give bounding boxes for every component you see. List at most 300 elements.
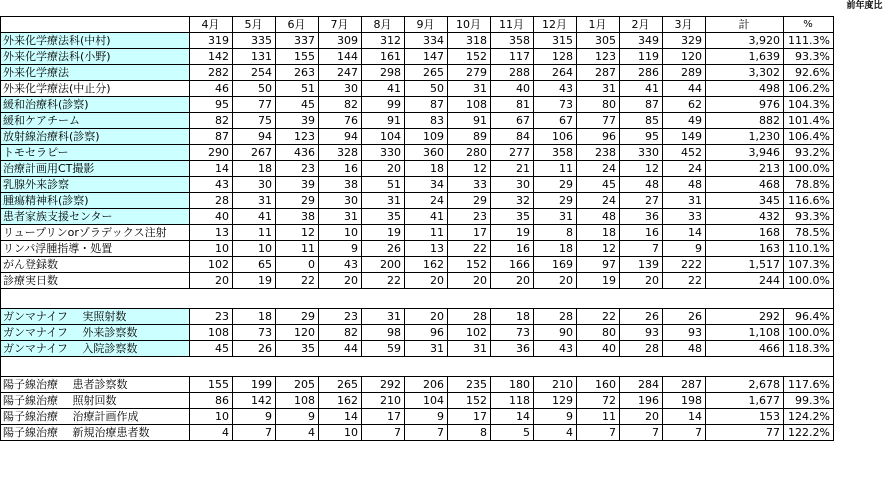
row-label-cell: 陽子線治療 治療計画作成 bbox=[1, 409, 190, 425]
value-cell: 23 bbox=[276, 161, 319, 177]
value-cell: 45 bbox=[577, 177, 620, 193]
value-cell: 280 bbox=[448, 145, 491, 161]
table-row bbox=[1, 325, 834, 341]
pct-cell: 110.1% bbox=[784, 241, 834, 257]
spacer-cell bbox=[663, 289, 706, 309]
value-cell: 99 bbox=[362, 97, 405, 113]
table-row bbox=[1, 97, 834, 113]
table-row bbox=[1, 193, 834, 209]
value-cell: 267 bbox=[233, 145, 276, 161]
table-row bbox=[1, 33, 834, 49]
value-cell: 22 bbox=[448, 241, 491, 257]
value-cell: 21 bbox=[491, 161, 534, 177]
value-cell: 298 bbox=[362, 65, 405, 81]
spacer-cell bbox=[190, 357, 233, 377]
spacer-cell bbox=[491, 357, 534, 377]
value-cell: 51 bbox=[276, 81, 319, 97]
value-cell: 169 bbox=[534, 257, 577, 273]
pct-cell: 104.3% bbox=[784, 97, 834, 113]
value-cell: 91 bbox=[362, 113, 405, 129]
spacer-cell bbox=[534, 357, 577, 377]
value-cell: 30 bbox=[233, 177, 276, 193]
row-label-cell: ガンマナイフ 実照射数 bbox=[1, 309, 190, 325]
value-cell: 14 bbox=[491, 409, 534, 425]
value-cell: 4 bbox=[190, 425, 233, 441]
value-cell: 254 bbox=[233, 65, 276, 81]
spacer-cell bbox=[233, 357, 276, 377]
value-cell: 38 bbox=[276, 209, 319, 225]
value-cell: 7 bbox=[577, 425, 620, 441]
value-cell: 315 bbox=[534, 33, 577, 49]
value-cell: 62 bbox=[663, 97, 706, 113]
spacer-cell bbox=[577, 357, 620, 377]
value-cell: 279 bbox=[448, 65, 491, 81]
value-cell: 33 bbox=[448, 177, 491, 193]
value-cell: 166 bbox=[491, 257, 534, 273]
value-cell: 7 bbox=[362, 425, 405, 441]
value-cell: 24 bbox=[663, 161, 706, 177]
row-label-cell: リュープリンorゾラデックス注射 bbox=[1, 225, 190, 241]
header-month-cell: 6月 bbox=[276, 17, 319, 33]
value-cell: 46 bbox=[190, 81, 233, 97]
row-label-cell: 腫瘍精神科(診察) bbox=[1, 193, 190, 209]
table-row bbox=[1, 209, 834, 225]
total-cell: 498 bbox=[706, 81, 784, 97]
value-cell: 9 bbox=[534, 409, 577, 425]
header-month-cell: 11月 bbox=[491, 17, 534, 33]
spacer-cell bbox=[405, 357, 448, 377]
value-cell: 328 bbox=[319, 145, 362, 161]
value-cell: 9 bbox=[276, 409, 319, 425]
value-cell: 85 bbox=[620, 113, 663, 129]
value-cell: 9 bbox=[663, 241, 706, 257]
row-label-cell: 外来化学療法 bbox=[1, 65, 190, 81]
value-cell: 23 bbox=[448, 209, 491, 225]
pct-cell: 106.2% bbox=[784, 81, 834, 97]
value-cell: 87 bbox=[190, 129, 233, 145]
header-month-cell: 2月 bbox=[620, 17, 663, 33]
value-cell: 7 bbox=[663, 425, 706, 441]
value-cell: 43 bbox=[534, 341, 577, 357]
total-cell: 466 bbox=[706, 341, 784, 357]
header-month-cell: 12月 bbox=[534, 17, 577, 33]
value-cell: 152 bbox=[448, 393, 491, 409]
value-cell: 10 bbox=[319, 225, 362, 241]
value-cell: 318 bbox=[448, 33, 491, 49]
row-label-cell: 緩和ケアチーム bbox=[1, 113, 190, 129]
value-cell: 11 bbox=[405, 225, 448, 241]
value-cell: 30 bbox=[491, 177, 534, 193]
value-cell: 34 bbox=[405, 177, 448, 193]
spacer-cell bbox=[620, 357, 663, 377]
value-cell: 19 bbox=[491, 225, 534, 241]
value-cell: 80 bbox=[577, 97, 620, 113]
value-cell: 77 bbox=[233, 97, 276, 113]
value-cell: 139 bbox=[620, 257, 663, 273]
value-cell: 93 bbox=[663, 325, 706, 341]
value-cell: 18 bbox=[534, 241, 577, 257]
value-cell: 41 bbox=[233, 209, 276, 225]
value-cell: 95 bbox=[190, 97, 233, 113]
value-cell: 94 bbox=[233, 129, 276, 145]
total-cell: 3,946 bbox=[706, 145, 784, 161]
row-label-cell: リンパ浮腫指導・処置 bbox=[1, 241, 190, 257]
value-cell: 117 bbox=[491, 49, 534, 65]
value-cell: 20 bbox=[405, 309, 448, 325]
value-cell: 28 bbox=[534, 309, 577, 325]
header-total-cell: 計 bbox=[706, 17, 784, 33]
value-cell: 43 bbox=[534, 81, 577, 97]
value-cell: 265 bbox=[319, 377, 362, 393]
spacer-cell bbox=[534, 289, 577, 309]
value-cell: 35 bbox=[276, 341, 319, 357]
value-cell: 76 bbox=[319, 113, 362, 129]
value-cell: 128 bbox=[534, 49, 577, 65]
value-cell: 152 bbox=[448, 257, 491, 273]
header-month-cell: 5月 bbox=[233, 17, 276, 33]
row-label-cell: 乳腺外来診察 bbox=[1, 177, 190, 193]
value-cell: 31 bbox=[319, 209, 362, 225]
value-cell: 108 bbox=[448, 97, 491, 113]
value-cell: 106 bbox=[534, 129, 577, 145]
value-cell: 292 bbox=[362, 377, 405, 393]
value-cell: 26 bbox=[233, 341, 276, 357]
row-label-cell: 外来化学療法科(中村) bbox=[1, 33, 190, 49]
spacer-cell bbox=[784, 289, 834, 309]
spacer-row bbox=[1, 357, 834, 377]
header-month-cell: 1月 bbox=[577, 17, 620, 33]
value-cell: 94 bbox=[319, 129, 362, 145]
value-cell: 12 bbox=[448, 161, 491, 177]
value-cell: 82 bbox=[319, 97, 362, 113]
value-cell: 312 bbox=[362, 33, 405, 49]
value-cell: 200 bbox=[362, 257, 405, 273]
value-cell: 13 bbox=[190, 225, 233, 241]
total-cell: 345 bbox=[706, 193, 784, 209]
total-cell: 213 bbox=[706, 161, 784, 177]
pct-cell: 99.3% bbox=[784, 393, 834, 409]
value-cell: 36 bbox=[491, 341, 534, 357]
total-cell: 3,920 bbox=[706, 33, 784, 49]
value-cell: 109 bbox=[405, 129, 448, 145]
spacer-cell bbox=[362, 289, 405, 309]
value-cell: 102 bbox=[448, 325, 491, 341]
value-cell: 82 bbox=[319, 325, 362, 341]
value-cell: 67 bbox=[491, 113, 534, 129]
value-cell: 4 bbox=[534, 425, 577, 441]
pct-cell: 117.6% bbox=[784, 377, 834, 393]
value-cell: 86 bbox=[190, 393, 233, 409]
value-cell: 337 bbox=[276, 33, 319, 49]
value-cell: 247 bbox=[319, 65, 362, 81]
total-cell: 1,639 bbox=[706, 49, 784, 65]
value-cell: 28 bbox=[620, 341, 663, 357]
value-cell: 73 bbox=[534, 97, 577, 113]
total-cell: 432 bbox=[706, 209, 784, 225]
value-cell: 18 bbox=[405, 161, 448, 177]
value-cell: 29 bbox=[534, 177, 577, 193]
value-cell: 18 bbox=[491, 309, 534, 325]
total-cell: 168 bbox=[706, 225, 784, 241]
value-cell: 31 bbox=[577, 81, 620, 97]
value-cell: 72 bbox=[577, 393, 620, 409]
value-cell: 104 bbox=[362, 129, 405, 145]
value-cell: 20 bbox=[405, 273, 448, 289]
value-cell: 12 bbox=[276, 225, 319, 241]
value-cell: 20 bbox=[448, 273, 491, 289]
spacer-cell bbox=[1, 357, 190, 377]
table-row bbox=[1, 273, 834, 289]
value-cell: 98 bbox=[362, 325, 405, 341]
pct-cell: 106.4% bbox=[784, 129, 834, 145]
value-cell: 123 bbox=[577, 49, 620, 65]
value-cell: 358 bbox=[491, 33, 534, 49]
total-cell: 1,677 bbox=[706, 393, 784, 409]
value-cell: 43 bbox=[319, 257, 362, 273]
value-cell: 87 bbox=[620, 97, 663, 113]
table-row bbox=[1, 161, 834, 177]
total-cell: 153 bbox=[706, 409, 784, 425]
total-cell: 1,108 bbox=[706, 325, 784, 341]
table-row bbox=[1, 177, 834, 193]
value-cell: 20 bbox=[319, 273, 362, 289]
value-cell: 129 bbox=[534, 393, 577, 409]
table-row bbox=[1, 377, 834, 393]
value-cell: 144 bbox=[319, 49, 362, 65]
value-cell: 9 bbox=[405, 409, 448, 425]
value-cell: 65 bbox=[233, 257, 276, 273]
value-cell: 7 bbox=[620, 425, 663, 441]
value-cell: 75 bbox=[233, 113, 276, 129]
pct-cell: 100.0% bbox=[784, 161, 834, 177]
row-label-cell: 外来化学療法科(小野) bbox=[1, 49, 190, 65]
value-cell: 290 bbox=[190, 145, 233, 161]
value-cell: 205 bbox=[276, 377, 319, 393]
value-cell: 289 bbox=[663, 65, 706, 81]
row-label-cell: トモセラピー bbox=[1, 145, 190, 161]
value-cell: 44 bbox=[319, 341, 362, 357]
value-cell: 9 bbox=[233, 409, 276, 425]
value-cell: 120 bbox=[663, 49, 706, 65]
value-cell: 50 bbox=[405, 81, 448, 97]
value-cell: 19 bbox=[577, 273, 620, 289]
value-cell: 96 bbox=[405, 325, 448, 341]
value-cell: 14 bbox=[319, 409, 362, 425]
value-cell: 284 bbox=[620, 377, 663, 393]
pct-cell: 93.3% bbox=[784, 209, 834, 225]
value-cell: 80 bbox=[577, 325, 620, 341]
value-cell: 49 bbox=[663, 113, 706, 129]
value-cell: 45 bbox=[190, 341, 233, 357]
value-cell: 142 bbox=[190, 49, 233, 65]
value-cell: 20 bbox=[620, 409, 663, 425]
value-cell: 4 bbox=[276, 425, 319, 441]
value-cell: 26 bbox=[663, 309, 706, 325]
value-cell: 162 bbox=[319, 393, 362, 409]
value-cell: 33 bbox=[663, 209, 706, 225]
value-cell: 20 bbox=[620, 273, 663, 289]
value-cell: 210 bbox=[362, 393, 405, 409]
table-row bbox=[1, 225, 834, 241]
value-cell: 36 bbox=[620, 209, 663, 225]
table-row bbox=[1, 341, 834, 357]
value-cell: 18 bbox=[233, 309, 276, 325]
value-cell: 265 bbox=[405, 65, 448, 81]
table-row bbox=[1, 113, 834, 129]
value-cell: 41 bbox=[362, 81, 405, 97]
value-cell: 277 bbox=[491, 145, 534, 161]
pct-cell: 124.2% bbox=[784, 409, 834, 425]
row-label-cell: がん登録数 bbox=[1, 257, 190, 273]
table-row bbox=[1, 81, 834, 97]
value-cell: 10 bbox=[190, 241, 233, 257]
value-cell: 452 bbox=[663, 145, 706, 161]
value-cell: 48 bbox=[663, 177, 706, 193]
value-cell: 10 bbox=[319, 425, 362, 441]
value-cell: 18 bbox=[233, 161, 276, 177]
value-cell: 196 bbox=[620, 393, 663, 409]
value-cell: 20 bbox=[534, 273, 577, 289]
value-cell: 14 bbox=[663, 225, 706, 241]
value-cell: 31 bbox=[534, 209, 577, 225]
pct-cell: 116.6% bbox=[784, 193, 834, 209]
spacer-cell bbox=[1, 289, 190, 309]
value-cell: 162 bbox=[405, 257, 448, 273]
value-cell: 44 bbox=[663, 81, 706, 97]
value-cell: 48 bbox=[577, 209, 620, 225]
value-cell: 334 bbox=[405, 33, 448, 49]
value-cell: 119 bbox=[620, 49, 663, 65]
value-cell: 9 bbox=[319, 241, 362, 257]
value-cell: 50 bbox=[233, 81, 276, 97]
pct-cell: 78.5% bbox=[784, 225, 834, 241]
value-cell: 349 bbox=[620, 33, 663, 49]
value-cell: 305 bbox=[577, 33, 620, 49]
value-cell: 436 bbox=[276, 145, 319, 161]
value-cell: 81 bbox=[491, 97, 534, 113]
spacer-cell bbox=[276, 289, 319, 309]
value-cell: 180 bbox=[491, 377, 534, 393]
spacer-cell bbox=[706, 289, 784, 309]
value-cell: 123 bbox=[276, 129, 319, 145]
spacer-cell bbox=[784, 357, 834, 377]
row-label-cell: 診療実日数 bbox=[1, 273, 190, 289]
value-cell: 198 bbox=[663, 393, 706, 409]
spacer-cell bbox=[405, 289, 448, 309]
value-cell: 20 bbox=[491, 273, 534, 289]
value-cell: 14 bbox=[663, 409, 706, 425]
value-cell: 45 bbox=[276, 97, 319, 113]
value-cell: 238 bbox=[577, 145, 620, 161]
value-cell: 27 bbox=[620, 193, 663, 209]
value-cell: 263 bbox=[276, 65, 319, 81]
value-cell: 10 bbox=[190, 409, 233, 425]
value-cell: 335 bbox=[233, 33, 276, 49]
total-cell: 292 bbox=[706, 309, 784, 325]
spacer-cell bbox=[706, 357, 784, 377]
spacer-cell bbox=[362, 357, 405, 377]
value-cell: 12 bbox=[577, 241, 620, 257]
value-cell: 330 bbox=[362, 145, 405, 161]
value-cell: 7 bbox=[233, 425, 276, 441]
value-cell: 93 bbox=[620, 325, 663, 341]
value-cell: 32 bbox=[491, 193, 534, 209]
value-cell: 90 bbox=[534, 325, 577, 341]
value-cell: 102 bbox=[190, 257, 233, 273]
row-label-cell: 患者家族支援センター bbox=[1, 209, 190, 225]
spacer-cell bbox=[276, 357, 319, 377]
value-cell: 28 bbox=[190, 193, 233, 209]
value-cell: 120 bbox=[276, 325, 319, 341]
spacer-cell bbox=[448, 289, 491, 309]
value-cell: 41 bbox=[620, 81, 663, 97]
value-cell: 11 bbox=[534, 161, 577, 177]
value-cell: 77 bbox=[577, 113, 620, 129]
value-cell: 160 bbox=[577, 377, 620, 393]
value-cell: 89 bbox=[448, 129, 491, 145]
table-row bbox=[1, 129, 834, 145]
row-label-cell: 陽子線治療 新規治療患者数 bbox=[1, 425, 190, 441]
total-cell: 77 bbox=[706, 425, 784, 441]
value-cell: 28 bbox=[448, 309, 491, 325]
value-cell: 17 bbox=[448, 225, 491, 241]
value-cell: 24 bbox=[405, 193, 448, 209]
statistics-table bbox=[0, 16, 834, 441]
value-cell: 97 bbox=[577, 257, 620, 273]
value-cell: 87 bbox=[405, 97, 448, 113]
value-cell: 26 bbox=[620, 309, 663, 325]
value-cell: 96 bbox=[577, 129, 620, 145]
value-cell: 155 bbox=[190, 377, 233, 393]
pct-cell: 92.6% bbox=[784, 65, 834, 81]
total-cell: 163 bbox=[706, 241, 784, 257]
value-cell: 30 bbox=[319, 193, 362, 209]
value-cell: 8 bbox=[534, 225, 577, 241]
value-cell: 24 bbox=[577, 161, 620, 177]
value-cell: 43 bbox=[190, 177, 233, 193]
value-cell: 309 bbox=[319, 33, 362, 49]
value-cell: 83 bbox=[405, 113, 448, 129]
value-cell: 147 bbox=[405, 49, 448, 65]
value-cell: 48 bbox=[663, 341, 706, 357]
value-cell: 199 bbox=[233, 377, 276, 393]
value-cell: 40 bbox=[577, 341, 620, 357]
value-cell: 40 bbox=[491, 81, 534, 97]
header-month-cell: 7月 bbox=[319, 17, 362, 33]
value-cell: 95 bbox=[620, 129, 663, 145]
value-cell: 131 bbox=[233, 49, 276, 65]
pct-cell: 101.4% bbox=[784, 113, 834, 129]
pct-cell: 111.3% bbox=[784, 33, 834, 49]
total-cell: 976 bbox=[706, 97, 784, 113]
spacer-cell bbox=[448, 357, 491, 377]
header-row bbox=[1, 17, 834, 33]
spacer-cell bbox=[663, 357, 706, 377]
value-cell: 152 bbox=[448, 49, 491, 65]
value-cell: 23 bbox=[319, 309, 362, 325]
value-cell: 287 bbox=[663, 377, 706, 393]
row-label-cell: 放射線治療科(診察) bbox=[1, 129, 190, 145]
value-cell: 41 bbox=[405, 209, 448, 225]
value-cell: 22 bbox=[362, 273, 405, 289]
table-row bbox=[1, 49, 834, 65]
value-cell: 17 bbox=[362, 409, 405, 425]
value-cell: 319 bbox=[190, 33, 233, 49]
value-cell: 31 bbox=[362, 193, 405, 209]
header-pct-cell: % bbox=[784, 17, 834, 33]
row-label-cell: 治療計画用CT撮影 bbox=[1, 161, 190, 177]
row-label-cell: 外来化学療法(中止分) bbox=[1, 81, 190, 97]
